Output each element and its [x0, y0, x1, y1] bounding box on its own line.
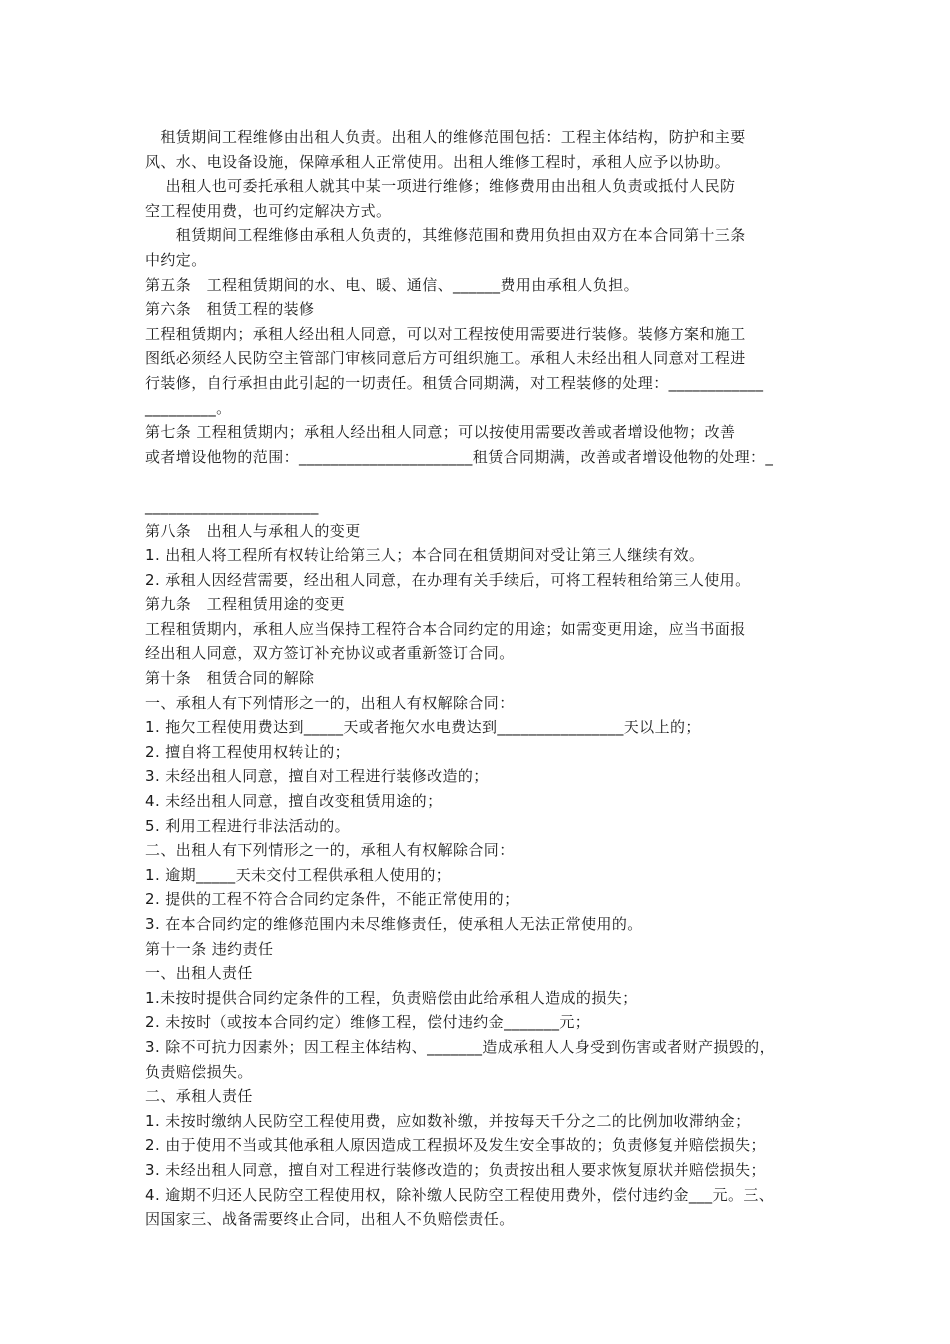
section-heading: 二、出租人有下列情形之一的，承租人有权解除合同：: [145, 841, 515, 860]
list-item: 2. 擅自将工程使用权转让的；: [145, 742, 351, 761]
list-item: 3. 除不可抗力因素外；因工程主体结构、_______造成承租人人身受到伤害或者财产损毁的，: [145, 1037, 775, 1056]
section-heading: 二、承租人责任: [145, 1087, 253, 1106]
list-item: 1.未按时提供合同约定条件的工程，负责赔偿由此给承租人造成的损失；: [145, 988, 638, 1007]
article-6-heading: 第六条 租赁工程的装修: [145, 300, 315, 319]
text-line: 风、水、电设备设施，保障承租人正常使用。出租人维修工程时，承租人应予以协助。: [145, 152, 731, 171]
section-heading: 一、承租人有下列情形之一的，出租人有权解除合同：: [145, 693, 515, 712]
text-line: 负责赔偿损失。: [145, 1062, 253, 1081]
list-item: 4. 未经出租人同意，擅自改变租赁用途的；: [145, 792, 443, 811]
text-line: 租赁期间工程维修由出租人负责。出租人的维修范围包括：工程主体结构，防护和主要: [145, 128, 746, 146]
text-line: 工程租赁期内；承租人经出租人同意，可以对工程按使用需要进行装修。装修方案和施工: [145, 324, 746, 343]
list-item: 3. 未经出租人同意，擅自对工程进行装修改造的；: [145, 767, 489, 786]
list-item: 1. 拖欠工程使用费达到_____天或者拖欠水电费达到________________天以上的；: [145, 718, 701, 737]
article-7-line: 第七条 工程租赁期内；承租人经出租人同意；可以按使用需要改善或者增设他物；改善: [145, 423, 736, 442]
text-line: ______________________: [145, 496, 319, 515]
list-item: 2. 提供的工程不符合合同约定条件，不能正常使用的；: [145, 890, 520, 909]
article-10-heading: 第十条 租赁合同的解除: [145, 669, 315, 688]
list-item: 2. 由于使用不当或其他承租人原因造成工程损坏及发生安全事故的；负责修复并赔偿损失；: [145, 1136, 766, 1155]
list-item: 3. 在本合同约定的维修范围内未尽维修责任，使承租人无法正常使用的。: [145, 915, 643, 933]
article-8-heading: 第八条 出租人与承租人的变更: [145, 521, 361, 540]
article-9-heading: 第九条 工程租赁用途的变更: [145, 595, 346, 614]
list-item: 5. 利用工程进行非法活动的。: [145, 816, 351, 835]
text-line: 经出租人同意，双方签订补充协议或者重新签订合同。: [145, 644, 515, 663]
list-item: 1. 未按时缴纳人民防空工程使用费，应如数补缴，并按每天千分之二的比例加收滞纳金；: [145, 1111, 751, 1130]
list-item: 3. 未经出租人同意，擅自对工程进行装修改造的；负责按出租人要求恢复原状并赔偿损失；: [145, 1160, 766, 1179]
text-line: 空工程使用费，也可约定解决方式。: [145, 201, 392, 220]
paragraph-entrust-lessee: [145, 174, 815, 223]
text-line: 工程租赁期内，承租人应当保持工程符合本合同约定的用途；如需变更用途，应当书面报: [145, 619, 746, 638]
section-heading: 一、出租人责任: [145, 964, 253, 983]
paragraph-maintenance-lessor: [145, 125, 815, 174]
text-line: 中约定。: [145, 250, 207, 269]
article-11-heading: 第十一条 违约责任: [145, 939, 274, 958]
text-line: 或者增设他物的范围：______________________租赁合同期满，改善或者增设他物的处理：_: [145, 447, 774, 466]
text-line: 因国家三、战备需要终止合同，出租人不负赔偿责任。: [145, 1210, 515, 1229]
text-line: 行装修，自行承担由此引起的一切责任。租赁合同期满，对工程装修的处理：____________: [145, 373, 764, 392]
list-item: 2. 未按时（或按本合同约定）维修工程，偿付违约金_______元；: [145, 1013, 591, 1032]
list-item: 4. 逾期不归还人民防空工程使用权，除补缴人民防空工程使用费外，偿付违约金___元。三、: [145, 1185, 775, 1204]
text-line: 1. 出租人将工程所有权转让给第三人；本合同在租赁期间对受让第三人继续有效。: [145, 546, 705, 565]
text-line: 2. 承租人因经营需要，经出租人同意，在办理有关手续后，可将工程转租给第三人使用。: [145, 570, 751, 589]
paragraph-maintenance-lessee: [145, 223, 815, 272]
text-line: 出租人也可委托承租人就其中某一项进行维修；维修费用由出租人负责或抵付人民防: [145, 177, 736, 196]
document-body: [145, 125, 815, 1232]
list-item: 1. 逾期_____天未交付工程供承租人使用的；: [145, 865, 452, 884]
blank-line: [145, 469, 815, 494]
article-5-line: 第五条 工程租赁期间的水、电、暖、通信、______费用由承租人负担。: [145, 275, 640, 294]
text-line: 图纸必须经人民防空主管部门审核同意后方可组织施工。承租人未经出租人同意对工程进: [145, 349, 746, 368]
text-line: 租赁期间工程维修由承租人负责的，其维修范围和费用负担由双方在本合同第十三条: [145, 226, 746, 245]
text-line: _________。: [145, 398, 232, 417]
